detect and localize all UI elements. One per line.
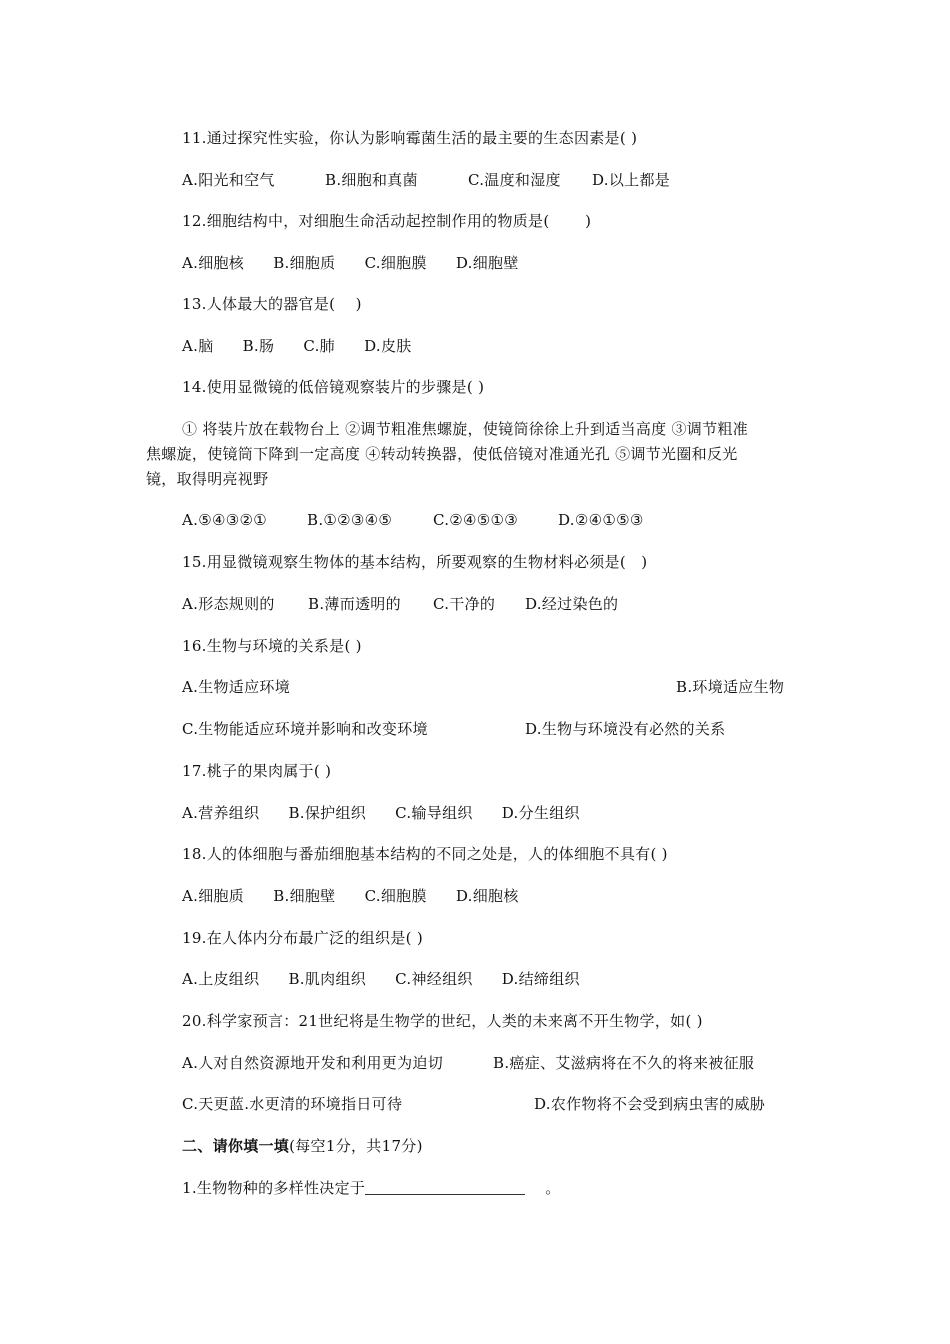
option-c: C.细胞膜: [364, 254, 427, 272]
option-a: A.阳光和空气: [182, 171, 275, 189]
question-20-stem: 20.科学家预言：21世纪将是生物学的世纪，人类的未来离不开生物学，如( ): [182, 1012, 703, 1030]
option-d: D.结缔组织: [501, 970, 580, 988]
option-d: D.分生组织: [501, 804, 580, 822]
question-18-stem: 18.人的体细胞与番茄细胞基本结构的不同之处是，人的体细胞不具有( ): [182, 845, 668, 863]
option-b: B.肌肉组织: [288, 970, 367, 988]
option-c: C.②④⑤①③: [433, 511, 519, 529]
question-14-options: [182, 510, 644, 530]
section-2-title: 二、请你填一填: [182, 1137, 290, 1155]
option-c: C.干净的: [433, 595, 496, 613]
question-18-options: [182, 886, 519, 906]
option-b: B.细胞壁: [273, 887, 336, 905]
option-b: B.保护组织: [288, 804, 367, 822]
question-15-options: [182, 594, 619, 614]
question-20-option-a: A.人对自然资源地开发和利用更为迫切: [182, 1054, 444, 1072]
question-19-options: [182, 969, 580, 989]
option-d: D.经过染色的: [525, 595, 619, 613]
fill-question-1-suffix: 。: [545, 1179, 561, 1197]
question-12-stem: 12.细胞结构中，对细胞生命活动起控制作用的物质是( ): [182, 212, 592, 230]
option-a: A.细胞质: [182, 887, 245, 905]
option-a: A.脑: [182, 337, 214, 355]
option-c: C.输导组织: [395, 804, 473, 822]
option-d: D.皮肤: [364, 337, 412, 355]
section-2-heading: [182, 1136, 423, 1156]
question-15-stem: 15.用显微镜观察生物体的基本结构，所要观察的生物材料必须是( ): [182, 553, 648, 571]
option-d: D.以上都是: [592, 171, 671, 189]
question-19-stem: 19.在人体内分布最广泛的组织是( ): [182, 929, 424, 947]
fill-question-1-prefix: 1.生物物种的多样性决定于: [182, 1179, 366, 1197]
question-13-stem: 13.人体最大的器官是( ): [182, 295, 362, 313]
option-c: C.肺: [303, 337, 335, 355]
option-a: A.上皮组织: [182, 970, 260, 988]
option-d: D.细胞壁: [455, 254, 519, 272]
option-c: C.温度和湿度: [468, 171, 561, 189]
question-11-options: [182, 170, 671, 190]
fill-question-1: [182, 1178, 561, 1198]
question-20-option-c: C.天更蓝.水更清的环境指日可待: [182, 1095, 403, 1113]
question-16-stem: 16.生物与环境的关系是( ): [182, 637, 362, 655]
question-16-option-d: D.生物与环境没有必然的关系: [525, 720, 726, 738]
question-14-steps-line3: 镜，取得明亮视野: [146, 470, 269, 488]
option-b: B.①②③④⑤: [307, 511, 393, 529]
question-14-steps-line1: ① 将装片放在载物台上 ②调节粗准焦螺旋，使镜筒徐徐上升到适当高度 ③调节粗准: [182, 420, 749, 438]
option-d: D.②④①⑤③: [558, 511, 644, 529]
option-a: A.营养组织: [182, 804, 260, 822]
option-c: C.神经组织: [395, 970, 473, 988]
question-11-stem: 11.通过探究性实验，你认为影响霉菌生活的最主要的生态因素是( ): [182, 129, 638, 147]
option-a: A.⑤④③②①: [182, 511, 267, 529]
question-14-stem: 14.使用显微镜的低倍镜观察装片的步骤是( ): [182, 378, 485, 396]
question-12-options: [182, 253, 519, 273]
question-20-option-b: B.癌症、艾滋病将在不久的将来被征服: [493, 1054, 755, 1072]
question-13-options: [182, 336, 412, 356]
section-2-note: (每空1分，共17分): [289, 1137, 423, 1155]
question-16-option-c: C.生物能适应环境并影响和改变环境: [182, 720, 428, 738]
question-16-option-b: B.环境适应生物: [676, 678, 785, 696]
question-14-steps-line2: 焦螺旋，使镜筒下降到一定高度 ④转动转换器，使低倍镜对准通光孔 ⑤调节光圈和反光: [146, 445, 738, 463]
option-a: A.形态规则的: [182, 595, 275, 613]
option-b: B.细胞质: [273, 254, 336, 272]
option-b: B.细胞和真菌: [325, 171, 418, 189]
option-d: D.细胞核: [455, 887, 519, 905]
answer-blank[interactable]: [365, 1180, 525, 1195]
option-c: C.细胞膜: [364, 887, 427, 905]
option-a: A.细胞核: [182, 254, 245, 272]
question-17-stem: 17.桃子的果肉属于( ): [182, 762, 332, 780]
option-b: B.肠: [242, 337, 275, 355]
question-20-option-d: D.农作物将不会受到病虫害的威胁: [534, 1095, 766, 1113]
option-b: B.薄而透明的: [308, 595, 401, 613]
question-16-option-a: A.生物适应环境: [182, 678, 291, 696]
question-17-options: [182, 803, 580, 823]
